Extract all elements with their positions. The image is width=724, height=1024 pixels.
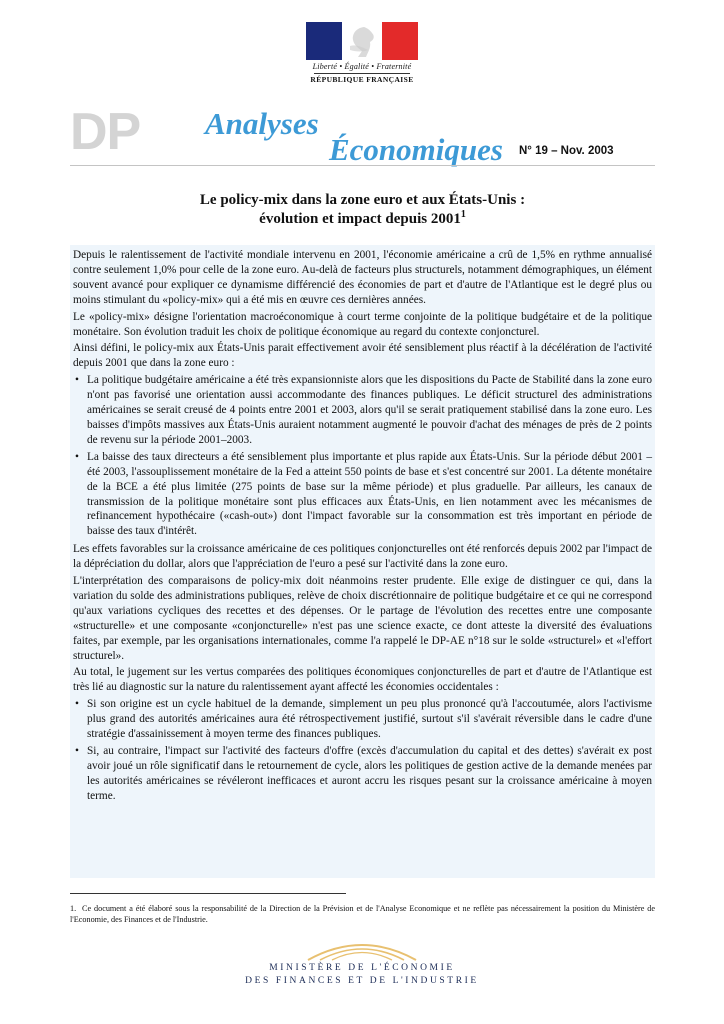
summary-box	[70, 245, 655, 878]
list-item: • Si son origine est un cycle habituel de la demande, simplement un peu plus prononcé qu'à l'accoutumée, alors l'activisme plus grand des autorités américaines aura été rétrospectivement justifié, surtout s'il s'avérait réversible dans le cadre d'une stratégie d'assainissement à moyen terme des finances publiques.	[75, 698, 652, 741]
republic-name: RÉPUBLIQUE FRANÇAISE	[310, 75, 414, 84]
footnote-divider	[70, 893, 346, 894]
marianne-flag-icon	[306, 22, 418, 60]
ministry-arcs-icon	[300, 932, 424, 962]
footnote-ref[interactable]: 1	[460, 209, 466, 220]
bullet-icon: •	[75, 745, 79, 757]
footnote-text: Ce document a été élaboré sous la responsabilité de la Direction de la Prévision et de l'Analyse Economique et ne reflète pas nécessairement la position du Ministère de l'Economie, des Finances et de l'Industrie.	[70, 904, 655, 924]
footnote	[70, 903, 655, 925]
list-item: • La politique budgétaire américaine a été très expansionniste alors que les dispositions du Pacte de Stabilité dans la zone euro n'ont pas favorisé une orientation aussi accommodante des finances publiques. Le déficit structurel des administrations américaines se serait creusé de 4 points entre 2001 et 2003, alors qu'il se serait pratiquement stabilisé dans la zone euro. Les baisses d'impôts massives aux États-Unis auraient notamment augmenté le pouvoir d'achat des ménages de près de 2 points de revenu sur la période 2001–2003.	[75, 374, 652, 446]
ministry-line2: DES FINANCES ET DE L'INDUSTRIE	[245, 976, 479, 986]
paragraph: Ainsi défini, le policy-mix aux États-Unis parait effectivement avoir été sensiblement plus réactif à la décélération de l'activité depuis 2001 que dans la zone euro :	[73, 342, 652, 370]
paragraph: Le «policy-mix» désigne l'orientation macroéconomique à court terme conjointe de la politique budgétaire et de la politique monétaire. Son évolution traduit les choix de politique économique au regard du contexte conjoncturel.	[73, 310, 652, 338]
document-title-line1: Le policy-mix dans la zone euro et aux États-Unis :	[199, 192, 526, 208]
list-item: • La baisse des taux directeurs a été sensiblement plus importante et plus rapide aux États-Unis. Sur la période début 2001 – été 2003, l'assouplissement monétaire de la Fed a atteint 550 points de base et s'est concentré sur 2001. La détente monétaire de la BCE a été plus limitée (275 points de base sur la même période) et plus graduelle. Par ailleurs, les canaux de transmission de la politique monétaire sont plus efficaces aux États-Unis, en lien notamment avec les mécanismes de refinancement hypothécaire («cash-out») dont l'impact favorable sur la consommation est très important en période de baisse des taux d'intérêt.	[75, 450, 652, 538]
bullet-icon: •	[75, 698, 79, 711]
paragraph: Les effets favorables sur la croissance américaine de ces politiques conjoncturelles ont été renforcés depuis 2002 par l'impact de la dépréciation du dollar, alors que l'appréciation de l'euro a pesé sur l'activité dans la zone euro.	[73, 543, 652, 571]
footnote-number: 1.	[70, 904, 77, 913]
document-title	[70, 191, 655, 229]
issue-number: N° 19 – Nov. 2003	[519, 145, 614, 157]
bullet-list	[73, 697, 652, 803]
publication-title-word1: Analyses	[205, 106, 319, 141]
paragraph: Au total, le jugement sur les vertus comparées des politiques économiques conjoncturelles de part et d'autre de l'Atlantique est très lié au diagnostic sur la nature du ralentissement ayant affecté les économies occidentales :	[73, 666, 652, 694]
republic-motto: Liberté • Égalité • Fraternité	[312, 62, 412, 71]
publication-title-word2: Économiques	[329, 132, 503, 167]
republic-logo	[306, 22, 418, 84]
ministry-name	[180, 962, 544, 988]
bullet-icon: •	[75, 374, 79, 387]
bullet-icon: •	[75, 450, 79, 463]
list-item: • Si, au contraire, l'impact sur l'activité des facteurs d'offre (excès d'accumulation du capital et des dettes) s'avérait ex post avoir joué un rôle significatif dans le retournement de cycle, alors les politiques de gestion active de la demande menées par les autorités américaines se révéleront inefficaces et auront accru les risques pesant sur la croissance américaine à moyen terme.	[75, 745, 652, 802]
ministry-line1: MINISTÈRE DE L'ÉCONOMIE	[269, 963, 455, 973]
bullet-list	[73, 373, 652, 539]
document-title-line2: évolution et impact depuis 2001$^1$	[259, 209, 466, 227]
dp-mark: DP	[70, 103, 141, 161]
paragraph: Depuis le ralentissement de l'activité mondiale intervenu en 2001, l'économie américaine a crû de 1,5% en rythme annualisé contre seulement 1,0% pour celle de la zone euro. Au-delà de facteurs plus structurels, notamment démographiques, un élément souvent avancé pour expliquer ce dynamisme différencié des économies de part et d'autre de l'Atlantique est le degré plus ou moins stimulant du «policy-mix» qui a été mis en œuvre ces dernières années.	[73, 249, 652, 306]
header-divider	[70, 165, 655, 166]
paragraph: L'interprétation des comparaisons de policy-mix doit néanmoins rester prudente. Elle exige de distinguer ce qui, dans la variation du solde des administrations publiques, relève de choix discrétionnaire de politique budgétaire et ce qui ne correspond qu'aux variations cycliques des recettes et des dépenses. Or le partage de l'évolution des recettes entre une composante «structurelle» et une composante «conjoncturelle» n'est pas une science exacte, ce dont atteste la diversité des évaluations faites, par exemple, par les organisations internationales, comme l'a rappelé le DP-AE n°18 sur le solde «structurel» et «l'effort structurel».	[73, 575, 652, 662]
